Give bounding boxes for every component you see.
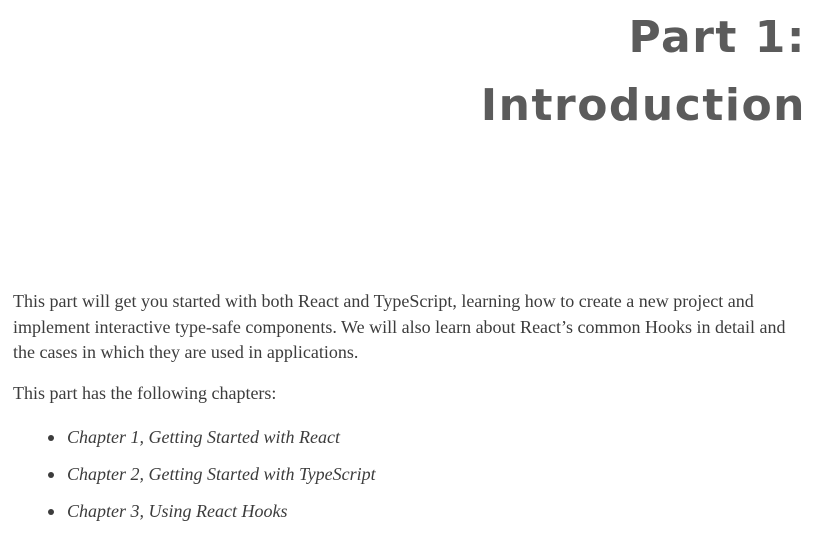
intro-paragraph: This part will get you started with both React and TypeScript, learning how to create a new project and implement interactive type-safe components. We will also learn about React’s common Hooks in detail and the cases in which they are used in applications.: [13, 291, 786, 362]
chapter-title: Chapter 2, Getting Started with TypeScript: [67, 464, 376, 484]
chapters-lead: This part has the following chapters:: [13, 383, 277, 403]
bullet-icon: [48, 509, 54, 515]
chapter-title: Chapter 1, Getting Started with React: [67, 427, 340, 447]
bullet-icon: [48, 435, 54, 441]
part-title: [481, 4, 806, 140]
bullet-icon: [48, 472, 54, 478]
chapter-title: Chapter 3, Using React Hooks: [67, 501, 288, 521]
part-title-number: Part 1:: [628, 12, 806, 63]
part-title-name: Introduction: [480, 80, 806, 131]
